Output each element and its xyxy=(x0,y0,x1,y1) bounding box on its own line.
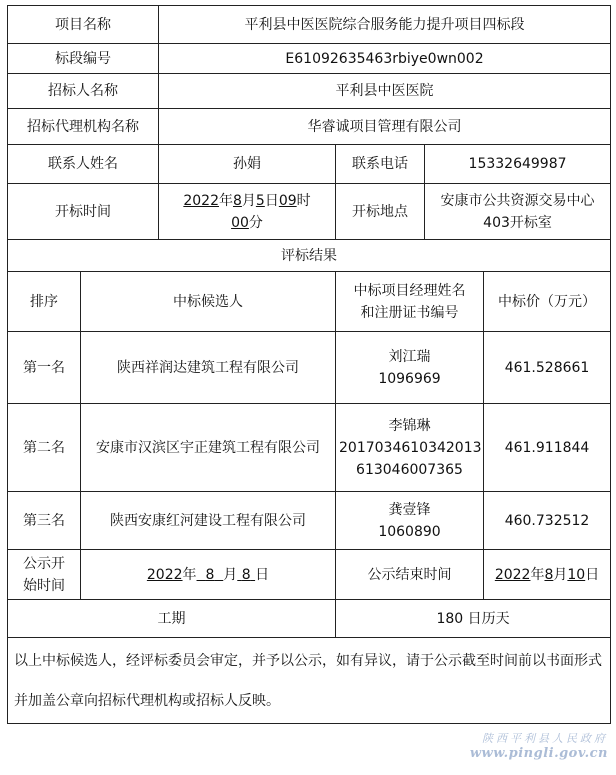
result-title: 评标结果 xyxy=(8,240,611,272)
row-price: 461.528661 xyxy=(484,332,611,404)
open-month: 8 xyxy=(232,192,242,209)
publicity-start-label: 公示开 始时间 xyxy=(8,550,81,600)
agency-name: 华睿诚项目管理有限公司 xyxy=(159,109,611,145)
project-name-label: 项目名称 xyxy=(8,6,159,44)
end-month: 8 xyxy=(544,566,554,583)
row-candidate: 安康市汉滨区宇正建筑工程有限公司 xyxy=(81,404,336,492)
phone-number: 15332649987 xyxy=(425,145,611,184)
open-time-label: 开标时间 xyxy=(8,184,159,240)
header-candidate: 中标候选人 xyxy=(81,272,336,332)
duration-value: 180 日历天 xyxy=(336,600,611,638)
end-year: 2022 xyxy=(494,566,531,583)
contact-label: 联系人姓名 xyxy=(8,145,159,184)
publicity-start: 2022年 8 月 8 日 xyxy=(81,550,336,600)
table-row xyxy=(8,492,611,550)
publicity-end-label: 公示结束时间 xyxy=(336,550,484,600)
end-day: 10 xyxy=(567,566,586,583)
phone-label: 联系电话 xyxy=(336,145,425,184)
watermark-line1: 陕西平利县人民政府 xyxy=(482,732,608,745)
row-manager: 龚壹锋 1060890 xyxy=(336,492,484,550)
row-manager: 刘江瑞 1096969 xyxy=(336,332,484,404)
header-price: 中标价（万元） xyxy=(484,272,611,332)
start-day: 8 xyxy=(241,566,251,583)
header-rank: 排序 xyxy=(8,272,81,332)
start-month: 8 xyxy=(205,566,215,583)
open-day: 5 xyxy=(255,192,265,209)
contact-name: 孙娟 xyxy=(159,145,336,184)
row-rank: 第三名 xyxy=(8,492,81,550)
notice-text: 以上中标候选人，经评标委员会审定，并予以公示，如有异议，请于公示截至时间前以书面形式并加盖公章向招标代理机构或招标人反映。 xyxy=(8,638,611,724)
row-price: 461.911844 xyxy=(484,404,611,492)
open-year: 2022 xyxy=(183,192,219,209)
header-manager: 中标项目经理姓名 和注册证书编号 xyxy=(336,272,484,332)
section-number-label: 标段编号 xyxy=(8,44,159,74)
row-rank: 第一名 xyxy=(8,332,81,404)
tenderer-name: 平利县中医医院 xyxy=(159,74,611,109)
row-manager: 李锦琳 2017034610342013 613046007365 xyxy=(336,404,484,492)
open-minute: 00 xyxy=(231,214,249,231)
duration-label: 工期 xyxy=(8,600,336,638)
tenderer-label: 招标人名称 xyxy=(8,74,159,109)
open-time: 2022年8月5日09时 00分 xyxy=(159,184,336,240)
site-watermark xyxy=(452,730,608,770)
open-place: 安康市公共资源交易中心403开标室 xyxy=(425,184,611,240)
open-place-label: 开标地点 xyxy=(336,184,425,240)
row-candidate: 陕西祥润达建筑工程有限公司 xyxy=(81,332,336,404)
row-rank: 第二名 xyxy=(8,404,81,492)
row-price: 460.732512 xyxy=(484,492,611,550)
start-year: 2022 xyxy=(146,566,183,583)
table-row xyxy=(8,332,611,404)
publicity-end: 2022年8月10日 xyxy=(484,550,611,600)
row-candidate: 陕西安康红河建设工程有限公司 xyxy=(81,492,336,550)
agency-label: 招标代理机构名称 xyxy=(8,109,159,145)
bid-result-table xyxy=(7,5,611,724)
section-number: E61092635463rbiye0wn002 xyxy=(159,44,611,74)
table-row xyxy=(8,404,611,492)
open-hour: 09 xyxy=(278,192,297,209)
watermark-url: www.pingli.gov.cn xyxy=(469,746,608,761)
project-name: 平利县中医医院综合服务能力提升项目四标段 xyxy=(159,6,611,44)
